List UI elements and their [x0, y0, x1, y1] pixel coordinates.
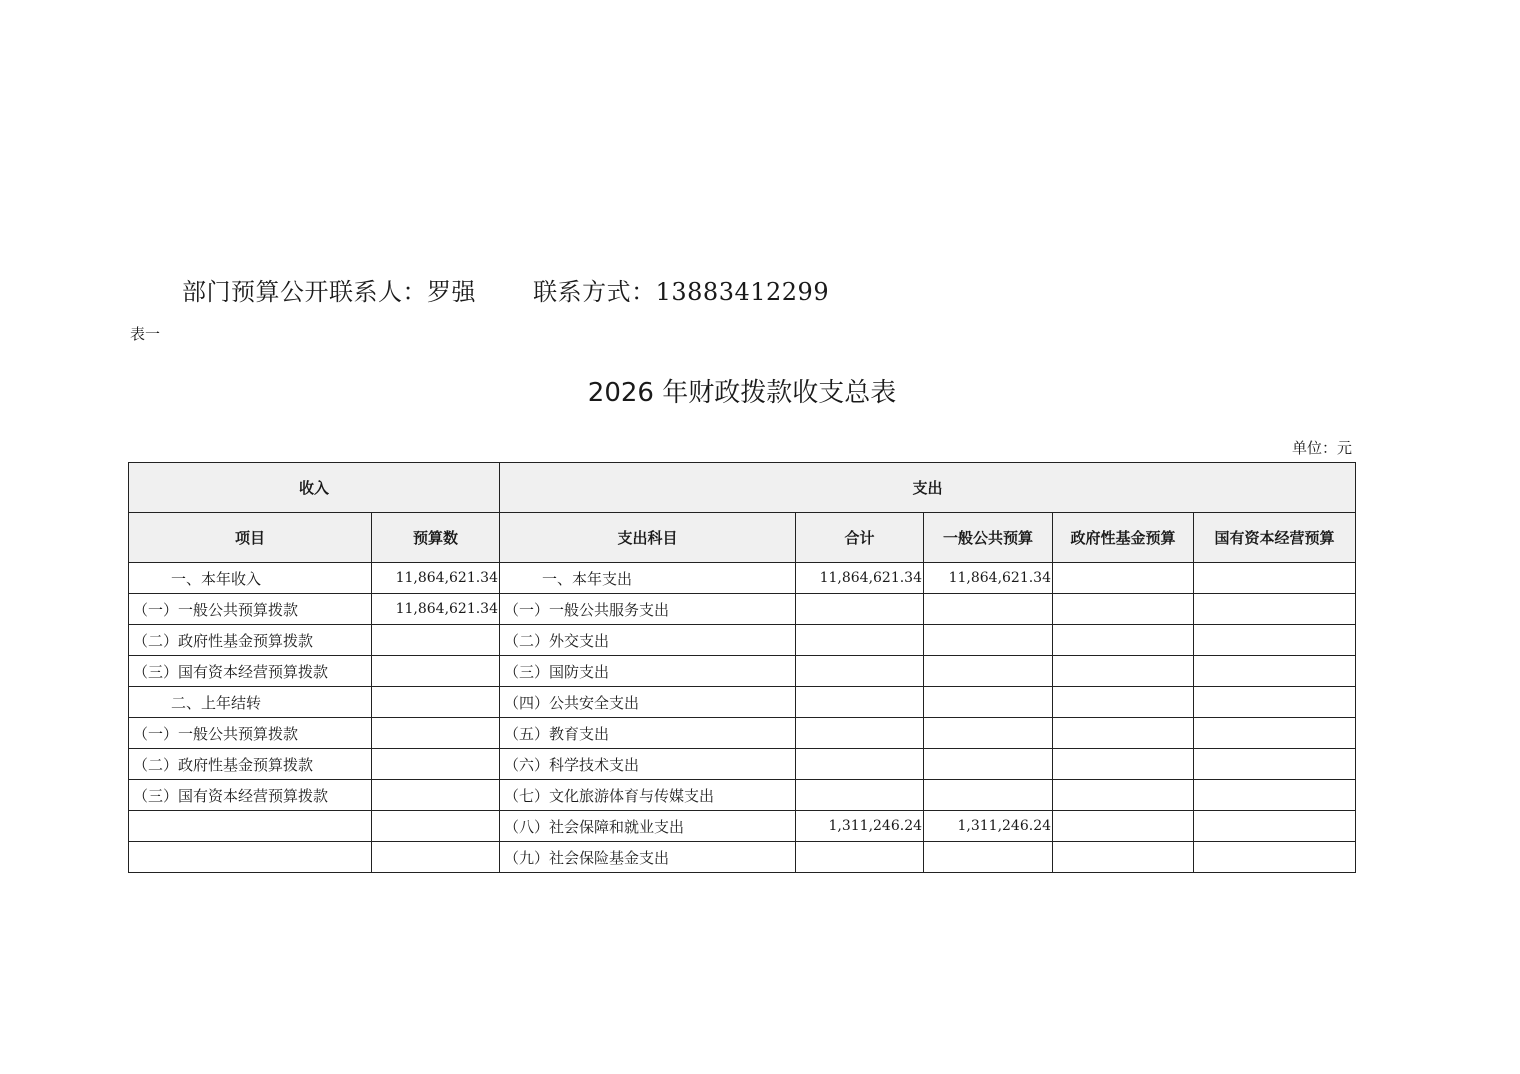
- expense-header: 支出: [500, 463, 1356, 513]
- expense-total: 11,864,621.34: [796, 563, 924, 594]
- income-item: （一）一般公共预算拨款: [129, 718, 372, 749]
- expense-total: [796, 749, 924, 780]
- expense-general: [924, 687, 1053, 718]
- expense-general: [924, 718, 1053, 749]
- expense-general: [924, 656, 1053, 687]
- expense-capital: [1194, 656, 1356, 687]
- expense-fund: [1053, 780, 1194, 811]
- expense-fund: [1053, 594, 1194, 625]
- table-row: [129, 563, 1356, 594]
- budget-table: [128, 462, 1356, 873]
- expense-capital: [1194, 594, 1356, 625]
- expense-fund: [1053, 687, 1194, 718]
- expense-general: 1,311,246.24: [924, 811, 1053, 842]
- income-item: [129, 842, 372, 873]
- expense-subject: （六）科学技术支出: [500, 749, 796, 780]
- income-amount: [372, 656, 500, 687]
- column-header-expense-subject: 支出科目: [500, 513, 796, 563]
- unit-label: 单位：元: [1291, 439, 1352, 457]
- income-item: （二）政府性基金预算拨款: [129, 749, 372, 780]
- income-amount: [372, 687, 500, 718]
- expense-subject: （五）教育支出: [500, 718, 796, 749]
- expense-general: [924, 842, 1053, 873]
- income-amount: [372, 625, 500, 656]
- table-number: 表一: [130, 325, 161, 343]
- expense-fund: [1053, 625, 1194, 656]
- table-row: [129, 780, 1356, 811]
- expense-subject: （九）社会保险基金支出: [500, 842, 796, 873]
- income-amount: [372, 811, 500, 842]
- table-row: [129, 842, 1356, 873]
- income-item: （二）政府性基金预算拨款: [129, 625, 372, 656]
- expense-subject: （四）公共安全支出: [500, 687, 796, 718]
- expense-total: [796, 625, 924, 656]
- income-amount: [372, 780, 500, 811]
- expense-total: [796, 594, 924, 625]
- expense-subject: （一）一般公共服务支出: [500, 594, 796, 625]
- income-amount: [372, 718, 500, 749]
- expense-general: 11,864,621.34: [924, 563, 1053, 594]
- table-row: [129, 687, 1356, 718]
- expense-fund: [1053, 656, 1194, 687]
- income-item: （三）国有资本经营预算拨款: [129, 780, 372, 811]
- expense-total: [796, 780, 924, 811]
- expense-subject: （八）社会保障和就业支出: [500, 811, 796, 842]
- expense-total: [796, 656, 924, 687]
- expense-capital: [1194, 718, 1356, 749]
- table-row: [129, 625, 1356, 656]
- column-header-state-capital: 国有资本经营预算: [1194, 513, 1356, 563]
- income-amount: [372, 749, 500, 780]
- expense-subject: （七）文化旅游体育与传媒支出: [500, 780, 796, 811]
- income-item: 一、本年收入: [129, 563, 372, 594]
- column-header-budget-amount: 预算数: [372, 513, 500, 563]
- table-row: [129, 594, 1356, 625]
- income-item: 二、上年结转: [129, 687, 372, 718]
- table-row: [129, 749, 1356, 780]
- contact-info: 部门预算公开联系人：罗强 联系方式：13883412299: [182, 278, 830, 306]
- expense-total: [796, 718, 924, 749]
- document-title: 2026 年财政拨款收支总表: [587, 378, 897, 408]
- expense-capital: [1194, 625, 1356, 656]
- table-row: [129, 718, 1356, 749]
- column-header-general-public: 一般公共预算: [924, 513, 1053, 563]
- expense-fund: [1053, 842, 1194, 873]
- income-amount: 11,864,621.34: [372, 594, 500, 625]
- expense-capital: [1194, 687, 1356, 718]
- expense-total: [796, 687, 924, 718]
- expense-capital: [1194, 842, 1356, 873]
- income-amount: 11,864,621.34: [372, 563, 500, 594]
- income-item: [129, 811, 372, 842]
- expense-fund: [1053, 749, 1194, 780]
- column-header-gov-fund: 政府性基金预算: [1053, 513, 1194, 563]
- column-header-item: 项目: [129, 513, 372, 563]
- expense-total: 1,311,246.24: [796, 811, 924, 842]
- expense-capital: [1194, 563, 1356, 594]
- expense-general: [924, 625, 1053, 656]
- expense-capital: [1194, 749, 1356, 780]
- expense-subject: （三）国防支出: [500, 656, 796, 687]
- expense-general: [924, 780, 1053, 811]
- expense-fund: [1053, 718, 1194, 749]
- expense-fund: [1053, 811, 1194, 842]
- income-amount: [372, 842, 500, 873]
- table-row: [129, 811, 1356, 842]
- expense-general: [924, 749, 1053, 780]
- expense-general: [924, 594, 1053, 625]
- column-header-total: 合计: [796, 513, 924, 563]
- income-item: （一）一般公共预算拨款: [129, 594, 372, 625]
- expense-total: [796, 842, 924, 873]
- expense-subject: 一、本年支出: [500, 563, 796, 594]
- table-row: [129, 656, 1356, 687]
- expense-capital: [1194, 780, 1356, 811]
- expense-subject: （二）外交支出: [500, 625, 796, 656]
- expense-capital: [1194, 811, 1356, 842]
- income-header: 收入: [129, 463, 500, 513]
- income-item: （三）国有资本经营预算拨款: [129, 656, 372, 687]
- expense-fund: [1053, 563, 1194, 594]
